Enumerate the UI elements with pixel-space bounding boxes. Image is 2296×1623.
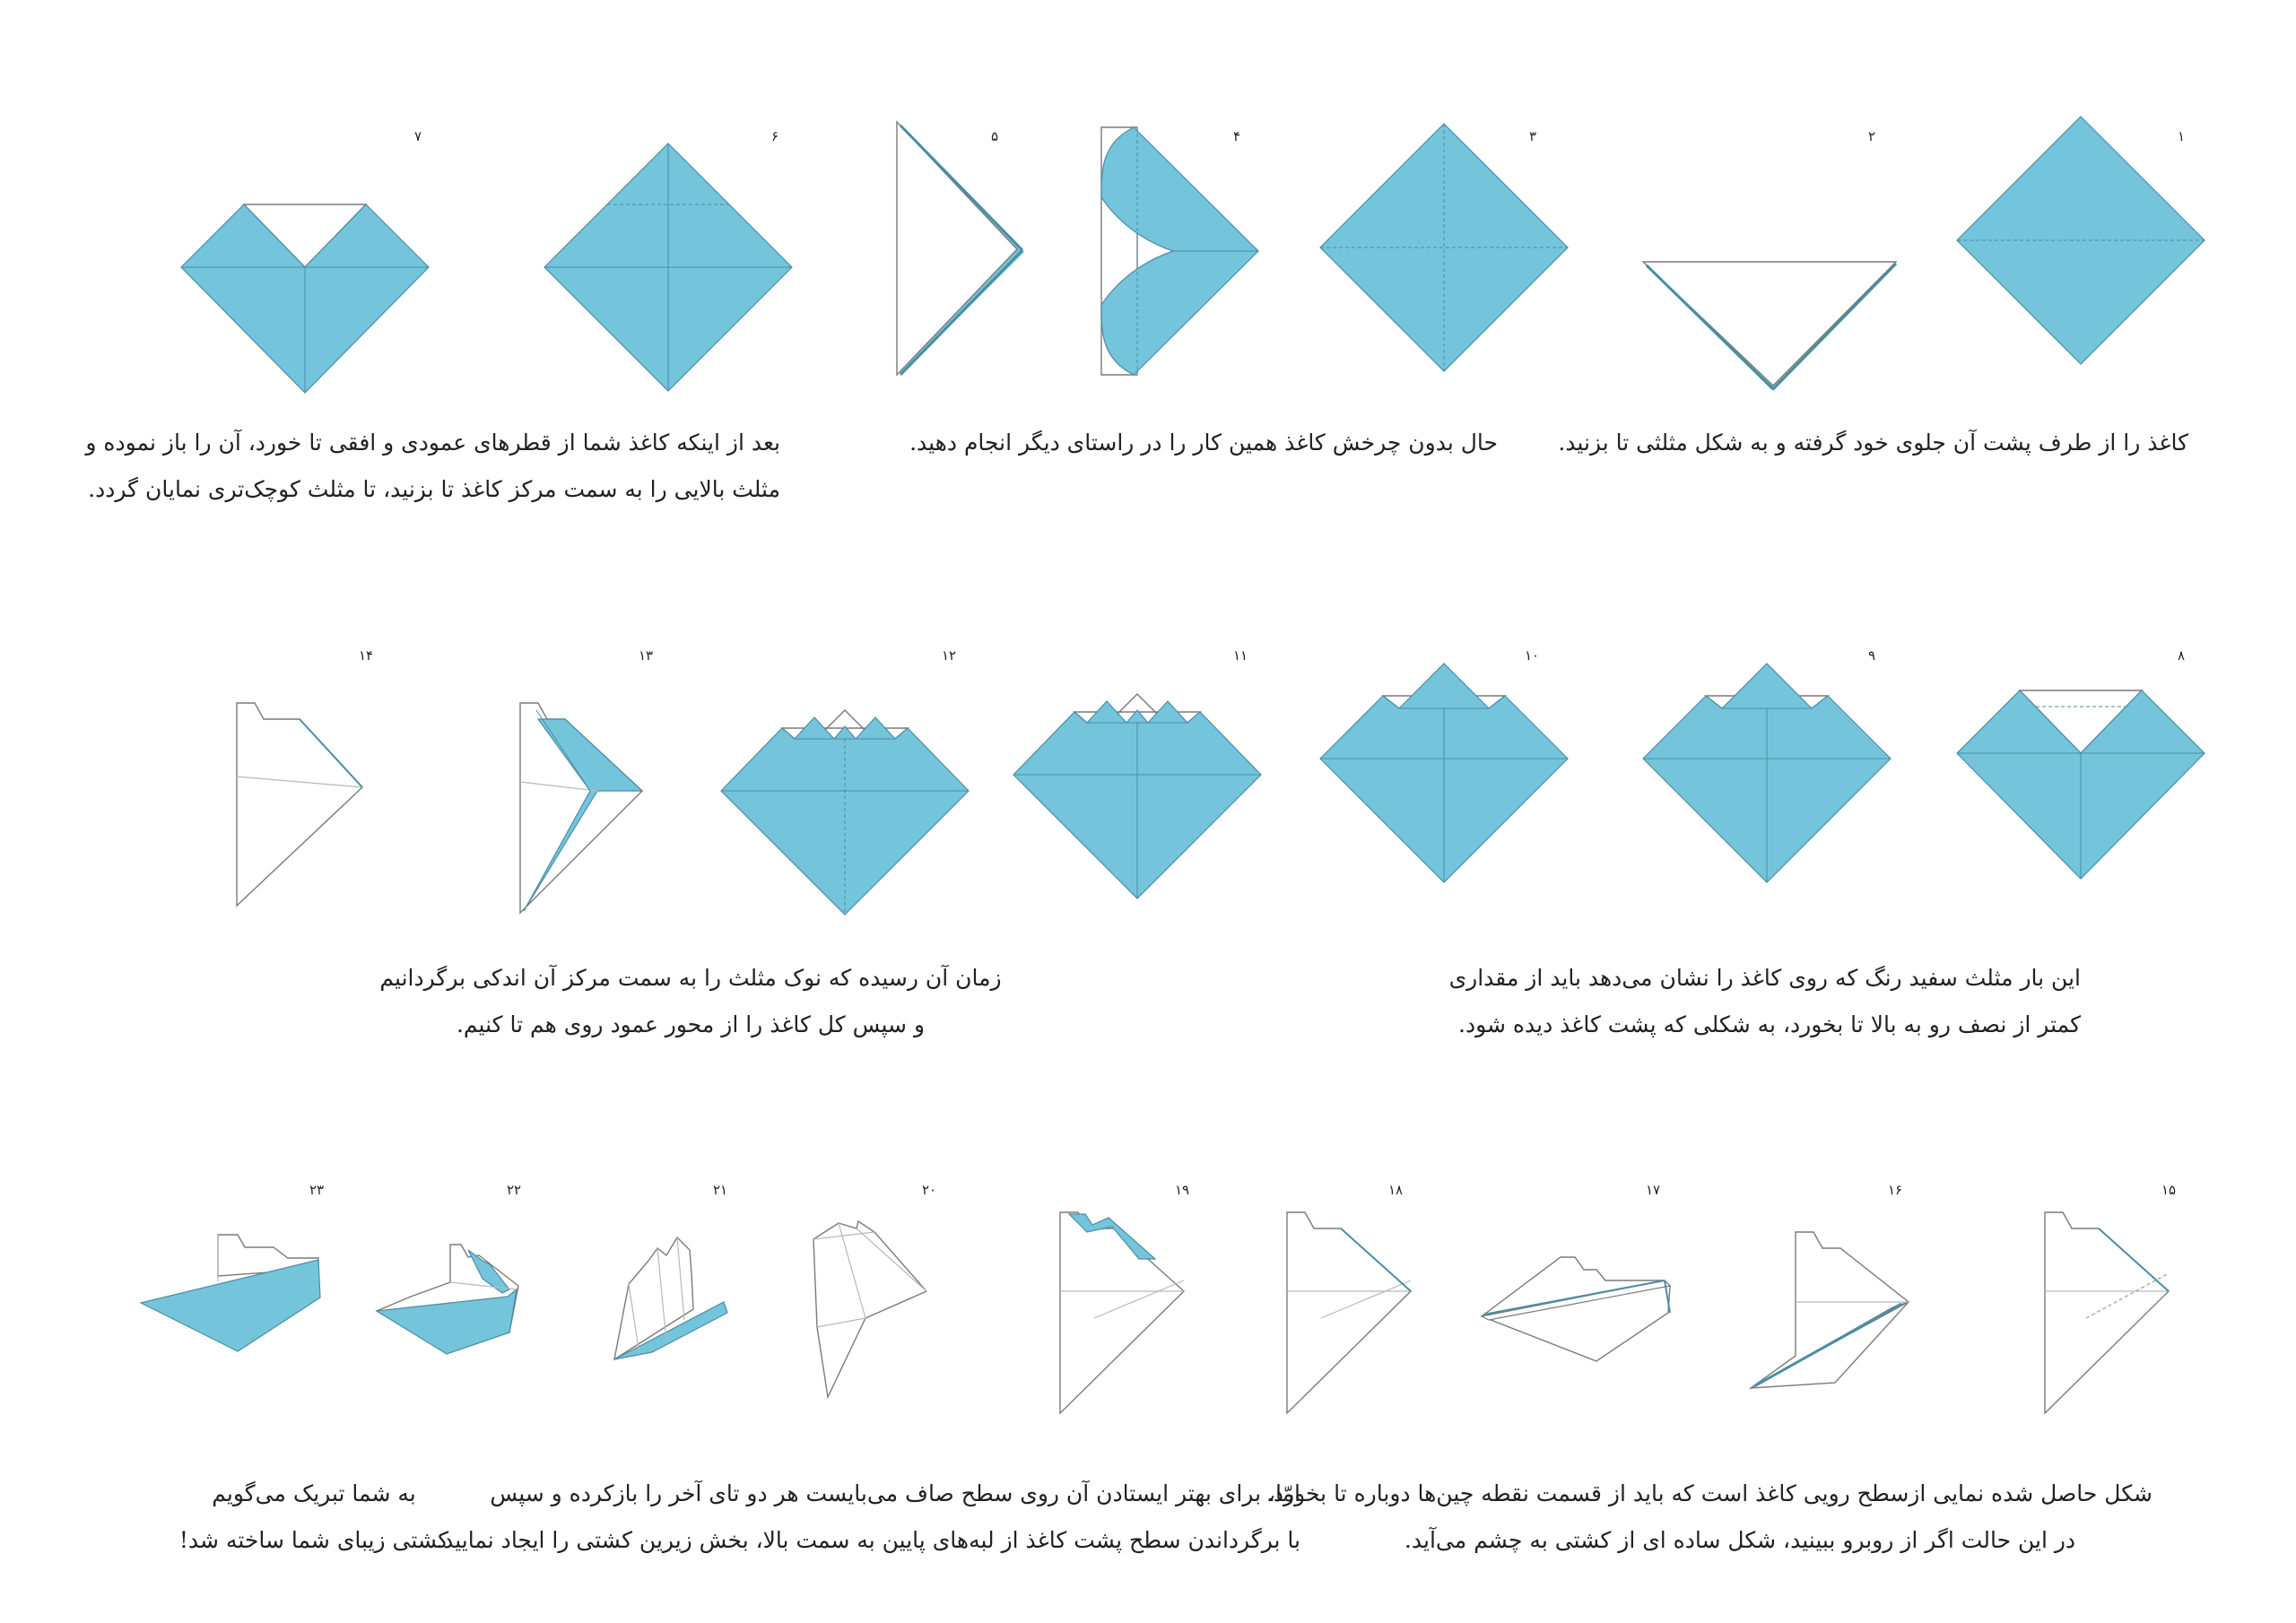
step-21-diagram bbox=[613, 1234, 738, 1368]
caption-line: این بار مثلث سفید رنگ که روی کاغذ را نشان می‌دهد باید از مقداری bbox=[1448, 965, 2081, 991]
step-1-diagram bbox=[1955, 115, 2206, 366]
step-3-diagram bbox=[1318, 122, 1570, 373]
step-number: ۸ bbox=[2178, 647, 2186, 664]
step-5-diagram bbox=[897, 122, 1031, 378]
caption-line: و سپس کل کاغذ را از محور عمود روی هم تا کنیم. bbox=[456, 1011, 926, 1037]
caption-line: امّا، برای بهتر ایستادن آن روی سطح صاف می‌بایست هر دو تای آخر را بازکرده و سپس bbox=[490, 1480, 1300, 1506]
step-number: ۱۸ bbox=[1388, 1182, 1404, 1198]
step-20-diagram bbox=[812, 1219, 937, 1399]
step-number: ۳ bbox=[1529, 128, 1537, 144]
caption-line: با برگرداندن سطح پشت کاغذ از لبه‌های پایین به سمت بالا، بخش زیرین کشتی را ایجاد نمایید. bbox=[436, 1527, 1300, 1553]
caption-line: کمتر از نصف رو به بالا تا بخورد، به شکلی که پشت کاغذ دیده شود. bbox=[1458, 1011, 2081, 1037]
step-number: ۲۲ bbox=[507, 1182, 522, 1198]
caption-line: مثلث بالایی را به سمت مرکز کاغذ تا بزنید، تا مثلث کوچک‌تری نمایان گردد. bbox=[88, 476, 780, 502]
step-17-diagram bbox=[1480, 1255, 1677, 1372]
caption-line: کاغذ را از طرف پشت آن جلوی خود گرفته و به شکل مثلثی تا بزنید. bbox=[1558, 430, 2188, 456]
step-19-diagram bbox=[1058, 1211, 1193, 1417]
step-10-diagram bbox=[1318, 662, 1570, 886]
step-12-diagram bbox=[719, 701, 970, 916]
step-14-diagram bbox=[235, 701, 370, 916]
step-2-diagram bbox=[1641, 260, 1901, 395]
step-number: ۲۰ bbox=[922, 1182, 937, 1198]
caption-line: کشتی زیبای شما ساخته شد! bbox=[178, 1527, 449, 1553]
step-13-diagram bbox=[518, 701, 653, 916]
step-number: ۱۷ bbox=[1646, 1182, 1661, 1198]
step-number: ۱۱ bbox=[1233, 647, 1248, 664]
caption-line: زمان آن رسیده که نوک مثلث را به سمت مرکز آن اندکی برگردانیم bbox=[379, 965, 1002, 991]
step-number: ۱۲ bbox=[942, 647, 957, 664]
caption-line: حال بدون چرخش کاغذ همین کار را در راستای دیگر انجام دهید. bbox=[909, 430, 1498, 456]
step-9-diagram bbox=[1641, 662, 1892, 886]
step-number: ۲۳ bbox=[309, 1182, 325, 1198]
caption-step-8-12 bbox=[1448, 955, 2081, 1048]
step-11-diagram bbox=[1012, 692, 1263, 898]
step-number: ۱۰ bbox=[1525, 647, 1540, 664]
caption-line: به شما تبریک می‌گویم bbox=[212, 1480, 416, 1506]
step-16-diagram bbox=[1749, 1230, 1919, 1396]
step-number: ۱۳ bbox=[639, 647, 654, 664]
caption-step-15-18 bbox=[1265, 1471, 2152, 1564]
step-23-diagram bbox=[139, 1233, 327, 1358]
step-number: ۱ bbox=[2178, 128, 2186, 144]
step-number: ۲۱ bbox=[713, 1182, 728, 1198]
caption-step-13-14 bbox=[377, 955, 1004, 1048]
caption-step-6-7 bbox=[85, 420, 780, 513]
step-number: ۲ bbox=[1868, 128, 1876, 144]
caption-line: در این حالت اگر از روبرو ببینید، شکل ساده ای از کشتی به چشم می‌آید. bbox=[1404, 1527, 2076, 1553]
step-15-diagram bbox=[2043, 1211, 2178, 1417]
step-6-diagram bbox=[543, 142, 794, 393]
step-number: ۱۹ bbox=[1175, 1182, 1190, 1198]
step-number: ۹ bbox=[1868, 647, 1876, 664]
step-number: ۱۴ bbox=[359, 647, 374, 664]
caption-step-1-2 bbox=[1558, 420, 2188, 466]
step-8-diagram bbox=[1955, 689, 2206, 881]
caption-step-3-5 bbox=[909, 420, 1498, 466]
step-7-diagram bbox=[179, 203, 430, 395]
step-number: ۱۶ bbox=[1888, 1182, 1903, 1198]
step-number: ۶ bbox=[771, 128, 779, 144]
step-22-diagram bbox=[375, 1243, 527, 1359]
caption-step-23 bbox=[161, 1471, 466, 1564]
step-4-diagram bbox=[1101, 126, 1263, 377]
caption-line: بعد از اینکه کاغذ شما از قطرهای عمودی و افقی تا خورد، آن را باز نموده و bbox=[85, 430, 780, 456]
step-number: ۱۵ bbox=[2161, 1182, 2177, 1198]
step-number: ۴ bbox=[1233, 128, 1241, 144]
caption-step-19-22 bbox=[436, 1471, 1300, 1564]
step-number: ۷ bbox=[414, 128, 422, 144]
step-number: ۵ bbox=[991, 128, 999, 144]
caption-line: شکل حاصل شده نمایی ازسطح رویی کاغذ است که باید از قسمت نقطه چین‌ها دوباره تا بخورد. bbox=[1265, 1480, 2152, 1506]
step-18-diagram bbox=[1285, 1211, 1420, 1417]
